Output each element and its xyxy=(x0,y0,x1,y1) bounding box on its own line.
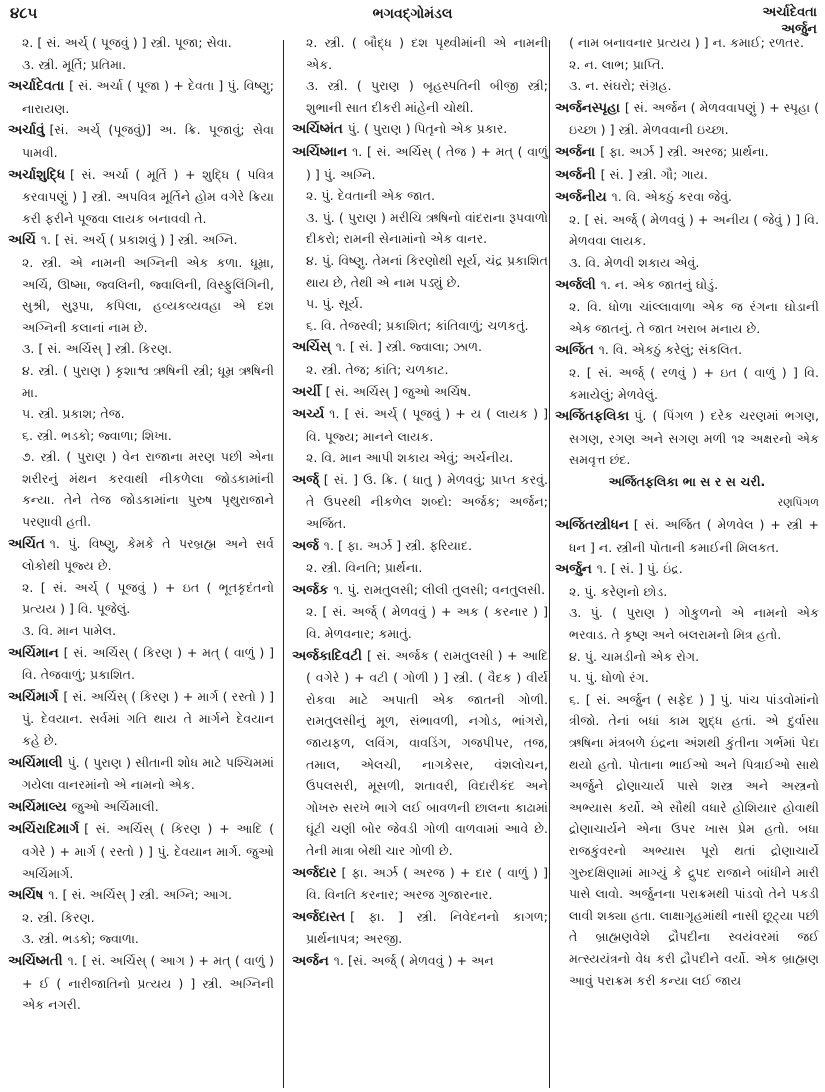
column-divider xyxy=(549,40,550,1088)
dictionary-entry xyxy=(555,97,819,141)
definition-text: [ સં. અર્જિત ( મેળવેલ ) + સ્ત્રી + ધન ] ન. સ્ત્રીની પોતાની કમાઈની મિલકત. xyxy=(569,517,819,555)
dictionary-entry xyxy=(555,405,819,471)
dictionary-entry xyxy=(292,141,548,185)
column-divider xyxy=(283,40,284,1088)
dictionary-entry xyxy=(292,535,548,558)
dictionary-entry xyxy=(8,229,274,252)
headword: અર્ચિમાર્ગ xyxy=(8,689,59,705)
definition-text: રણપિંગળ xyxy=(777,496,819,510)
column-1 xyxy=(8,32,274,1016)
definition-text: [ ફા. ] સ્ત્રી. નિવેદનનો કાગળ; પ્રાર્થનાપત્ર; અરજી. xyxy=(306,908,548,947)
definition-text: [ ફા. અર્ઝ ] સ્ત્રી. અરજ; પ્રાર્થના. xyxy=(600,143,769,159)
dictionary-entry xyxy=(555,141,819,164)
definition-text: ૧. વિ. એકઠું કરેલું; સંકલિત. xyxy=(598,342,743,358)
entry-sense xyxy=(8,425,274,447)
definition-text: ૨. વિ. ધોળા ચાંલ્લાવાળા એક જ રંગના ઘોડાની એક જાતનું. તે જાત ખરાબ મનાય છે. xyxy=(569,299,819,336)
definition-text: ૩. [ સં. અર્ચિસ્ ] સ્ત્રી. કિરણ. xyxy=(22,341,173,357)
entry-sense xyxy=(8,403,274,425)
entry-sense xyxy=(292,601,548,644)
entry-sense xyxy=(555,75,819,97)
entry-sense xyxy=(292,293,548,315)
definition-text: જુઓ અર્ચિમાલી. xyxy=(71,798,159,814)
entry-sense xyxy=(555,362,819,405)
definition-text: ૧. [ સં. અર્ચિસ્ ] સ્ત્રી. અગ્નિ; આગ. xyxy=(48,887,233,903)
headword: અર્જની xyxy=(555,167,596,183)
dictionary-entry xyxy=(8,164,274,230)
entry-sense xyxy=(292,447,548,469)
headword: અર્ચિત xyxy=(8,536,45,552)
entry-sense xyxy=(555,471,819,493)
dictionary-entry xyxy=(8,119,274,163)
entry-sense xyxy=(292,207,548,250)
headword: અર્ચિસ્ xyxy=(292,340,331,356)
dictionary-entry xyxy=(8,686,274,752)
definition-text: ૨. સ્ત્રી. ( બૌદ્ધ ) દશ પૃથ્વીમાંની એ નામની એક. xyxy=(306,35,548,72)
dictionary-entry xyxy=(8,533,274,577)
dictionary-entry xyxy=(8,884,274,907)
headword: અર્ચિષ્મંત xyxy=(292,122,343,138)
headword: અર્ચિષ xyxy=(8,888,44,904)
definition-text: ૧. [ સં. અર્ચ્ ( પ્રકાશવું ) ] સ્ત્રી. અગ્નિ. xyxy=(40,232,238,248)
definition-text: ૨. સ્ત્રી. કિરણ. xyxy=(22,909,95,925)
entry-sense xyxy=(8,928,274,950)
headword: અર્ચાશુદ્ધિ xyxy=(8,167,65,183)
entry-sense xyxy=(555,602,819,645)
entry-sense xyxy=(555,667,819,689)
headword: અર્ચિમાલ્ય xyxy=(8,799,67,815)
entry-sense xyxy=(555,689,819,991)
definition-text: ૬. વિ. તેજસ્વી; પ્રકાશિત; કાંતિવાળું; ચળકતું. xyxy=(306,317,529,333)
definition-text: પું. ( પુરાણ ) પિતૃનો એક પ્રકાર. xyxy=(347,121,508,137)
entry-sense xyxy=(555,296,819,339)
dictionary-entry xyxy=(292,469,548,535)
headword: અર્જિતસ્ત્રીધન xyxy=(555,518,629,534)
definition-text: ૨. સ્ત્રી. વિનતિ; પ્રાર્થના. xyxy=(306,560,423,576)
definition-text: [ સં. અર્જન ( મેળવવાપણું ) + સ્પૃહા ( ઇચ્છા ) ] સ્ત્રી. મેળવવાની ઇચ્છા. xyxy=(569,99,820,138)
definition-text: ૪. પું. વિષ્ણુ. તેમનાં કિરણોથી સૂર્ય, ચંદ્ર પ્રકાશિત થાય છે, તેથી એ નામ પડ્યું છે. xyxy=(306,252,548,290)
entry-sense xyxy=(555,252,819,274)
headword: અર્ચ્ય xyxy=(292,407,325,423)
headword: અર્જનસ્પૃહા xyxy=(555,100,620,116)
dictionary-entry xyxy=(292,381,548,404)
definition-text: ૨. ન. લાભ; પ્રાપ્તિ. xyxy=(569,56,665,72)
definition-text: [ સં. અર્ચિસ્ ( કિરણ ) + માર્ગ ( રસ્તો ) ] પું. દેવયાન. સર્વમાં ગતિ થાય તે માર્ગને દેવયાન કહે છે. xyxy=(22,688,274,748)
headword: અર્જિતફલિકા xyxy=(555,409,630,425)
definition-text: અર્જિતફલિકા ભા સ ર સ ચરી. xyxy=(608,473,766,489)
definition-text: ૫. પું. સૂર્ય. xyxy=(306,296,363,312)
definition-text: ૩. પું. ( પુરાણ ) ગોકુળનો એ નામનો એક ભરવાડ. તે કૃષ્ણ અને બલરામનો મિત્ર હતો. xyxy=(569,605,819,643)
headword: અર્ચિમાન xyxy=(8,645,59,661)
definition-text: ૧. [ સં. ] પું. ઇંદ્ર. xyxy=(596,561,683,577)
entry-sense xyxy=(292,315,548,337)
definition-text: [ સં. ] ઉ. ક્રિ. ( ધાતુ ) મેળવવું; પ્રાપ્ત કરવું. તે ઉપરથી નીકળેલ શબ્દો: અર્જક; અર્જન; અર્જિત. xyxy=(306,471,548,532)
definition-text: [ સં. અર્ચા ( મૂર્તિ ) + શુદ્ધિ ( પવિત્ર કરવાપણું ) ] સ્ત્રી. અપવિત્ર મૂર્તિને હોમ વગેરે ક્રિયા કરી ફરીને પૂજવા લાયક બનાવવી તે. xyxy=(22,166,274,226)
headword: અર્ચિરાદિમાર્ગ xyxy=(8,822,80,838)
entry-sense xyxy=(8,338,274,360)
definition-text: ૧. વિ. એકઠું કરવા જેવું. xyxy=(611,189,733,205)
dictionary-entry xyxy=(555,164,819,187)
definition-text: [ સં. અર્ચા ( પૂજા ) + દેવતા ] પું. વિષ્ણુ; નારાયણ. xyxy=(22,78,274,116)
definition-text: ૨. [ સં. અર્જ્ ( મેળવવું ) + અક ( કરનાર ) ] વિ. મેળવનાર; કમાતું. xyxy=(306,604,548,642)
dictionary-entry xyxy=(292,645,548,862)
dictionary-entry xyxy=(8,752,274,796)
definition-text: ૫. સ્ત્રી. પ્રકાશ; તેજ. xyxy=(22,406,125,422)
definition-text: ૨. સ્ત્રી. તેજ; કાંતિ; ચળકાટ. xyxy=(306,361,449,377)
dictionary-entry xyxy=(555,186,819,209)
entry-sense xyxy=(292,185,548,207)
book-title: ભગવદ્ગોમંડલ xyxy=(372,6,453,22)
definition-text: ૭. સ્ત્રી. ( પુરાણ ) વેન રાજાના મરણ પછી એના શરીરનું મંથન કરવાથી નીકળેલા જોડકામાંની કન્યા. તેને તેજ જોડકામાંના પુરુષ પૃથુરાજાને પરણાવી હતી. xyxy=(22,449,274,530)
headword: અર્જ xyxy=(292,538,319,554)
dictionary-entry xyxy=(8,818,274,884)
entry-sense xyxy=(8,907,274,929)
guide-word-last: અર્જુન xyxy=(781,22,817,37)
headword: અર્જિત xyxy=(555,343,594,359)
entry-sense xyxy=(8,252,274,338)
dictionary-entry xyxy=(292,336,548,359)
definition-text: ૨. [ સં. અર્ચ્ ( પૂજવું ) + ઇત ( ભૂતકૃદંતનો પ્રત્યય ) ] વિ. પૂજેલું. xyxy=(22,579,274,617)
dictionary-entry xyxy=(8,642,274,686)
definition-text: ૨. વિ. માન આપી શકાય એવું; અર્ચનીય. xyxy=(306,450,514,466)
headword: અર્જન xyxy=(292,953,329,969)
definition-text: ૧. [સં. અર્જ્ ( મેળવવું ) + અન xyxy=(333,952,494,968)
definition-text: પું. ( પુરાણ ) સીતાની શોધ માટે પશ્ચિમમાં ગયેલા વાનરમાંનો એ નામનો એક. xyxy=(22,754,274,793)
definition-text: ૨. પું. દેવતાની એક જાત. xyxy=(306,188,435,204)
entry-sense xyxy=(8,54,274,76)
headword: અર્જુન xyxy=(555,562,592,578)
entry-sense xyxy=(8,360,274,403)
dictionary-entry xyxy=(555,514,819,558)
entry-sense xyxy=(292,359,548,381)
entry-sense xyxy=(292,32,548,75)
headword: અર્જકાદિવટી xyxy=(292,648,363,664)
dictionary-entry xyxy=(8,75,274,119)
definition-text: ૧. [ સં. અર્ચ્ ( પૂજવું ) + ય ( લાયક ) ] વિ. પૂજ્ય; માનને લાયક. xyxy=(306,406,548,444)
dictionary-entry xyxy=(292,906,548,950)
dictionary-entry xyxy=(8,796,274,819)
definition-text: ૬. સ્ત્રી. ભડકો; જ્વાળા; શિખા. xyxy=(22,427,172,443)
entry-sense xyxy=(8,620,274,642)
definition-text: ૧. [ ફા. અર્ઝ ] સ્ત્રી. ફરિયાદ. xyxy=(323,537,472,553)
dictionary-entry xyxy=(8,950,274,1016)
guide-word-first: અર્ચાદેવતા xyxy=(762,5,817,20)
definition-text: ૩. ન. સંઘરો; સંગ્રહ. xyxy=(569,78,672,94)
definition-text: [ સં. અર્ચિસ્ ( કિરણ ) + મત્ ( વાળું ) ] વિ. તેજવાળું; પ્રકાશિત. xyxy=(22,644,274,683)
definition-text: ૧. [ સં. ] સ્ત્રી. જ્વાલા; ઝાળ. xyxy=(335,339,483,355)
headword: અર્જદાર xyxy=(292,865,337,881)
dictionary-entry xyxy=(292,950,548,973)
headword: અર્જના xyxy=(555,144,596,160)
headword: અર્જલી xyxy=(555,277,596,293)
headword: અર્ચાવું xyxy=(8,123,45,139)
definition-text: ૪. સ્ત્રી. ( પુરાણ ) કૃશાશ્વ ઋષિની સ્ત્રી; ધૂમ્ર ઋષિની મા. xyxy=(22,362,274,400)
entry-sense xyxy=(8,446,274,532)
entry-sense xyxy=(8,577,274,620)
definition-text: ૨. [ સં. અર્ચ્ ( પૂજવું ) ] સ્ત્રી. પૂજા; સેવા. xyxy=(22,35,232,50)
headword: અર્ચિષ્માન xyxy=(292,144,348,160)
definition-text: ૬. [ સં. અર્જુન ( સફેદ ) ] પું. પાંચ પાંડવોમાંનો ત્રીજો. તેનાં બધાં કામ શુદ્ધ હતાં. એ દુર્વાસા ઋષિના મંત્રબળે ઇંદ્રના અંશથી કુંતીના ગર્ભમાં પેદા થયો હતો. પોતાના ભાઈઓ અને પિત્રાઈઓ સાથે અર્જુને દ્રોણાચાર્ય પાસે શસ્ત્ર અને અસ્ત્રનો અભ્યાસ કર્યો. એ સૌથી વધારે હોશિયાર હોવાથી દ્રોણાચાર્યને એના ઉપર ખાસ પ્રેમ હતો. બધા રાજકુંવરનો અભ્યાસ પૂરો થતાં દ્રોણાચાર્યે ગુરુદક્ષિણામાં માગ્યું કે દ્રુપદ રાજાને બાંધીને મારી પાસે લાવો. અર્જુનના પરાક્રમથી પાંડવો તેને પકડી લાવી શક્યા હતા. લાક્ષાગૃહમાંથી નાસી છૂટ્યા પછી તે બ્રાહ્મણવેશે દ્રૌપદીના સ્વયંવરમાં જઈ મત્સ્યયંત્રનો વેધ કરી દ્રૌપદીને વર્યો. એક બ્રાહ્મણ આવું પરાક્રમ કરી કન્યા લઈ જાય xyxy=(569,691,819,988)
dictionary-entry xyxy=(555,274,819,297)
definition-text: ૪. પું. ચામડીનો એક રોગ. xyxy=(569,648,700,664)
entry-sense xyxy=(555,32,819,54)
definition-text: ૩. વિ. માન પામેલ. xyxy=(22,623,117,639)
definition-text: પું. ( પિંગળ ) દરેક ચરણમાં ભગણ, સગણ, રગણ અને સગણ મળી ૧૨ અક્ષરનો એક સમવૃત્ત છંદ. xyxy=(569,408,819,468)
definition-text: ૩. વિ. મેળવી શકાય એવું. xyxy=(569,254,700,270)
definition-text: ૩. પું. ( પુરાણ ) મરીચિ ઋષિનો વાંદરાના રૂપવાળો દીકરો; રામની સેનામાંનો એક વાનર. xyxy=(306,209,548,247)
definition-text: ૨. [ સં. અર્જ્ ( મેળવવું ) + અનીય ( જેવું ) ] વિ. મેળવવા લાયક. xyxy=(569,211,819,249)
headword: અર્ચિ xyxy=(8,233,36,249)
headword: અર્જ્ xyxy=(292,472,319,488)
definition-text: ૩. સ્ત્રી. મૂર્તિ; પ્રતિમા. xyxy=(22,56,127,72)
headword: અર્જક xyxy=(292,582,329,598)
definition-text: ૧. પું. વિષ્ણુ, કેમકે તે પરબ્રહ્મ અને સર્વ લોકોથી પૂજ્ય છે. xyxy=(22,535,274,574)
definition-text: [ ફા. અર્ઝ ( અરજ ) + દાર ( વાળું ) ] વિ. વિનતિ કરનાર; અરજ ગુજારનાર. xyxy=(306,864,548,903)
definition-text: ૫. પું. ધોળો રંગ. xyxy=(569,670,649,686)
entry-sense xyxy=(555,492,819,514)
entry-sense xyxy=(555,646,819,668)
definition-text: ૩. સ્ત્રી. ( પુરાણ ) બૃહસ્પતિની બીજી સ્ત્રી; શુભાની સાત દીકરી માંહેની ચોથી. xyxy=(306,78,548,115)
definition-text: ૨. પું. કરેણનો છોડ. xyxy=(569,583,668,599)
page-number: ૪૮૫ xyxy=(10,4,38,22)
definition-text: [ સં. અર્ચિસ્ ] જુઓ અર્ચિષ. xyxy=(325,383,472,399)
headword: અર્ચિષ્મતી xyxy=(8,953,63,969)
definition-text: ૧. [ સં. અર્ચિસ્ ( આગ ) + મત્ ( વાળું ) + ઈ ( નારીજાતિનો પ્રત્યય ) ] સ્ત્રી. અગ્નિની એક નગરી. xyxy=(22,952,274,1013)
entry-sense xyxy=(555,581,819,603)
column-2 xyxy=(292,32,548,973)
definition-text: ( નામ બનાવનાર પ્રત્યય ) ] ન. કમાઈ; રળતર. xyxy=(569,35,805,50)
headword: અર્જનીય xyxy=(555,190,607,206)
definition-text: ૨. [ સં. અર્જ્ ( રળવું ) + ઇત ( વાળું ) ] વિ. કમાયેલું; મેળવેલું. xyxy=(569,364,819,402)
definition-text: ૨. સ્ત્રી. એ નામની અગ્નિની એક કળા. ધૂમ્રા, અર્ચિ, ઊષ્મા, જ્વલિની, જ્વાલિની, વિસ્ફુલિંગિની, સુશ્રી, સુરૂપા, કપિલા, હવ્યકવ્યવહા એ દશ અગ્નિની કલાનાં નામ છે. xyxy=(22,254,274,335)
entry-sense xyxy=(292,250,548,293)
headword: અર્ચી xyxy=(292,384,321,400)
entry-sense xyxy=(555,54,819,76)
dictionary-entry xyxy=(292,579,548,602)
dictionary-entry xyxy=(555,558,819,581)
headword: અર્ચાદેવતા xyxy=(8,79,65,95)
definition-text: ૧. [ સં. અર્ચિસ્ ( તેજ ) + મત્ ( વાળું ) ] પું. અગ્નિ. xyxy=(306,143,548,182)
definition-text: [સં. અર્ચ્ (પૂજવું)] અ. ક્રિ. પૂજાવું; સેવા પામવી. xyxy=(22,122,274,160)
headword: અર્ચિમાલી xyxy=(8,755,63,771)
definition-text: ૧. પું. રામતુલસી; લીલી તુલસી; વનતુલસી. xyxy=(333,581,546,597)
definition-text: ૧. ન. એક જાતનું ઘોડું. xyxy=(600,276,719,292)
definition-text: [ સં. ] સ્ત્રી. ગૌ; ગાય. xyxy=(600,166,708,182)
definition-text: ૩. સ્ત્રી. ભડકો; જ્વાળા. xyxy=(22,931,139,947)
entry-sense xyxy=(292,557,548,579)
entry-sense xyxy=(292,75,548,118)
column-3 xyxy=(555,32,819,991)
definition-text: [ સં. અર્ચિસ્ ( કિરણ ) + આદિ ( વગેરે ) + માર્ગ ( રસ્તો ) ] પું. દેવયાન માર્ગ. જુઓ અર્ચિમાર્ગ. xyxy=(22,821,274,881)
dictionary-entry xyxy=(292,118,548,141)
entry-sense xyxy=(8,32,274,54)
entry-sense xyxy=(555,209,819,252)
definition-text: [ સં. અર્જક ( રામતુલસી ) + આદિ ( વગેરે ) + વટી ( ગોળી ) ] સ્ત્રી. ( વૈદક ) વીર્ય રોકવા માટે અપાતી એક જાતની ગોળી. રામતુલસીનું મૂળ, સંભાવળી, નગોડ, ભાંગરો, જાયફળ, લવિંગ, વાવડિંગ, ગજપીપર, તજ, તમાલ, એલચી, નાગકેસર, વંશલોચન, ઉપલસરી, મૂસળી, શતાવરી, વિદારીકંદ અને ગોખરુ સરખે ભાગે લઈ બાવળની છાલના કાઢામાં ઘૂંટી ચણી બોર જેવડી ગોળી વાળવામાં આવે છે. તેની માત્રા બેથી ચાર ગોળી છે. xyxy=(306,647,548,858)
headword: અર્જદાસ્ત xyxy=(292,909,346,925)
dictionary-entry xyxy=(292,862,548,906)
dictionary-entry xyxy=(555,339,819,362)
dictionary-entry xyxy=(292,403,548,447)
